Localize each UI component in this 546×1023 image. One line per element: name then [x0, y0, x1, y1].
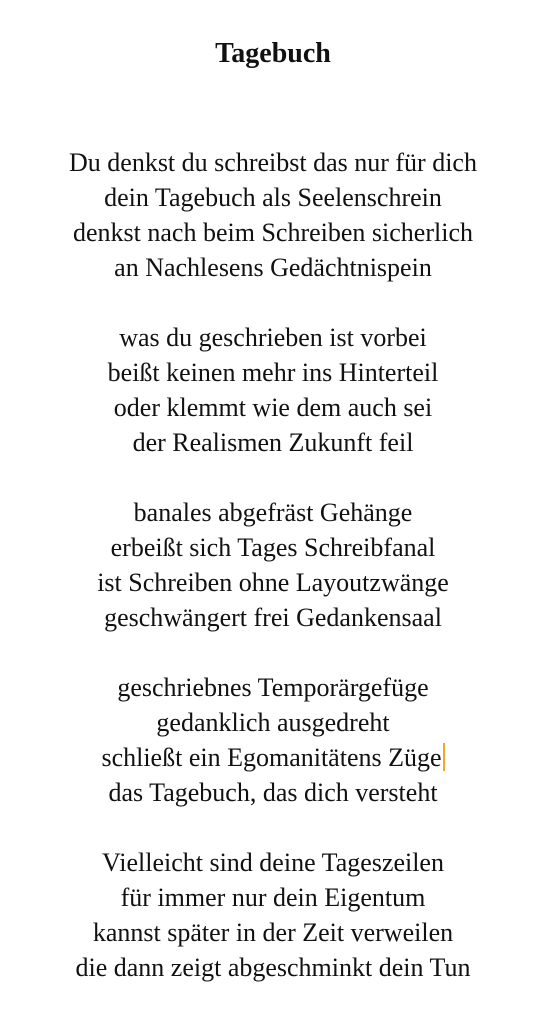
poem-line: an Nachlesens Gedächtnispein [114, 253, 432, 282]
poem-title: Tagebuch [215, 38, 331, 69]
stanza-1 [0, 145, 546, 285]
poem-line: was du geschrieben ist vorbei [119, 323, 427, 352]
text-cursor [443, 743, 445, 771]
poem-line: banales abgefräst Gehänge [133, 498, 413, 527]
poem-line: dein Tagebuch als Seelenschrein [104, 183, 442, 212]
poem-line: die dann zeigt abgeschminkt dein Tun [75, 953, 471, 982]
poem-line: kannst später in der Zeit verweilen [92, 918, 454, 947]
poem-line: beißt keinen mehr ins Hinterteil [107, 358, 439, 387]
poem-line: Vielleicht sind deine Tageszeilen [102, 848, 444, 877]
poem-line-with-caret[interactable] [0, 740, 546, 775]
poem-line: geschwängert frei Gedankensaal [104, 603, 442, 632]
poem-line: denkst nach beim Schreiben sicherlich [73, 218, 473, 247]
poem-body[interactable] [0, 145, 546, 985]
poem-line: der Realismen Zukunft feil [132, 428, 414, 457]
poem-line: erbeißt sich Tages Schreibfanal [110, 533, 436, 562]
poem-line: Du denkst du schreibst das nur für dich [69, 148, 477, 177]
stanza-4 [0, 670, 546, 810]
poem-line: oder klemmt wie dem auch sei [113, 393, 433, 422]
stanza-2 [0, 320, 546, 460]
poem-line: das Tagebuch, das dich versteht [108, 778, 438, 807]
stanza-3 [0, 495, 546, 635]
poem-line: geschriebnes Temporärgefüge [117, 673, 429, 702]
poem-line: ist Schreiben ohne Layoutzwänge [97, 568, 449, 597]
poem-line: gedanklich ausgedreht [156, 708, 390, 737]
poem-line-text: schließt ein Egomanitätens Züge [101, 743, 442, 772]
poem-line: für immer nur dein Eigentum [120, 883, 426, 912]
stanza-5 [0, 845, 546, 985]
